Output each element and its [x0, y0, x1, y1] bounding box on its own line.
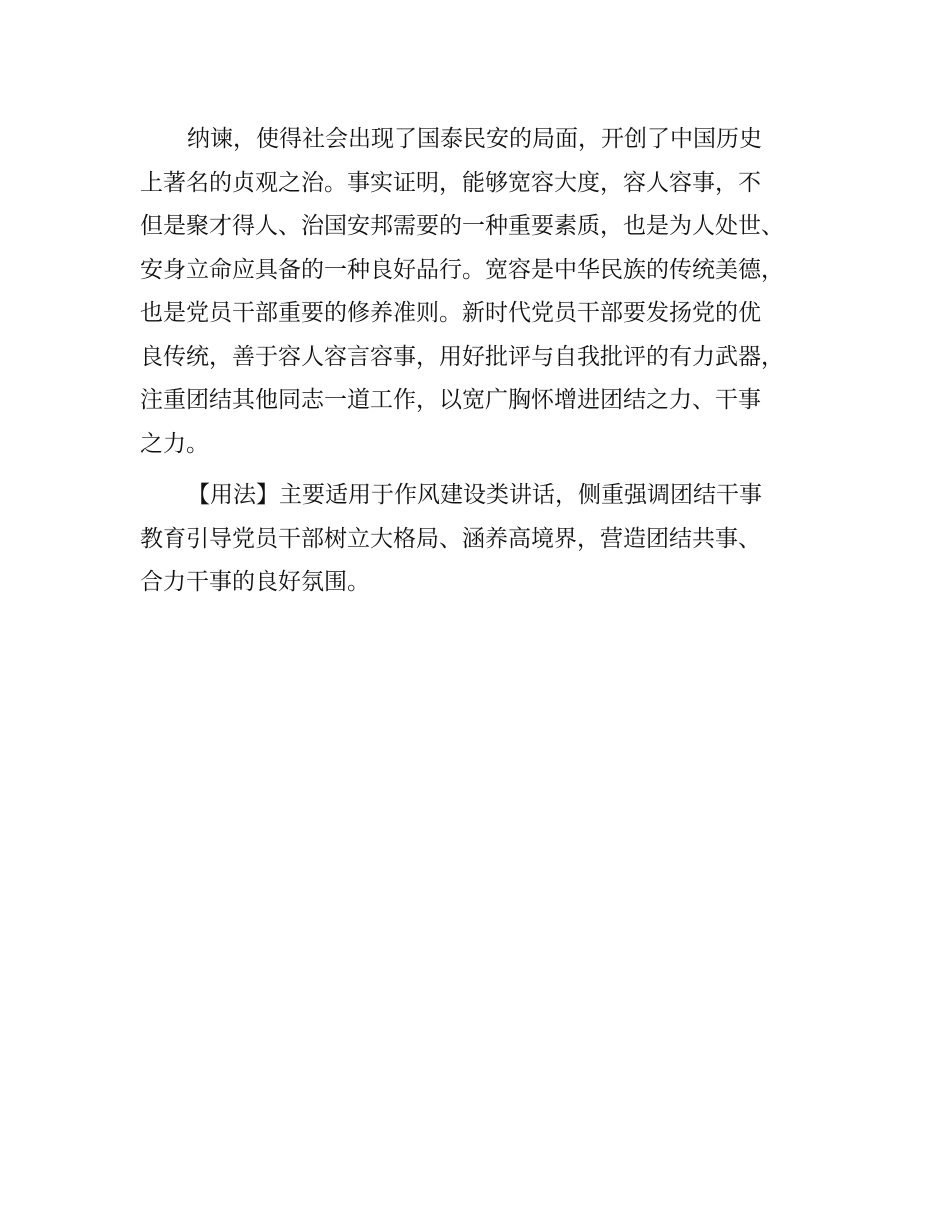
text-line: 教育引导党员干部树立大格局、涵养高境界，营造团结共事、 — [140, 525, 761, 552]
paragraph-spacer — [140, 466, 840, 474]
text-line: 上著名的贞观之治。事实证明，能够宽容大度，容人容事，不 — [140, 169, 761, 196]
text-line: 之力。 — [140, 430, 209, 457]
text-line: 也是党员干部重要的修养准则。新时代党员干部要发扬党的优 — [140, 300, 761, 326]
text-line: 但是聚才得人、治国安邦需要的一种重要素质，也是为人处世、 — [140, 213, 784, 239]
paragraph-tolerance — [140, 118, 840, 466]
document-body — [140, 118, 840, 605]
text-line: 安身立命应具备的一种良好品行。宽容是中华民族的传统美德， — [140, 256, 784, 283]
text-line: 纳谏，使得社会出现了国泰民安的局面，开创了中国历史 — [187, 126, 762, 152]
text-line: 【用法】主要适用于作风建设类讲话，侧重强调团结干事 — [187, 482, 762, 508]
paragraph-usage — [140, 474, 840, 605]
text-line: 合力干事的良好氛围。 — [140, 569, 370, 595]
text-line: 良传统，善于容人容言容事，用好批评与自我批评的有力武器， — [140, 343, 784, 370]
text-line: 注重团结其他同志一道工作，以宽广胸怀增进团结之力、干事 — [140, 387, 761, 413]
